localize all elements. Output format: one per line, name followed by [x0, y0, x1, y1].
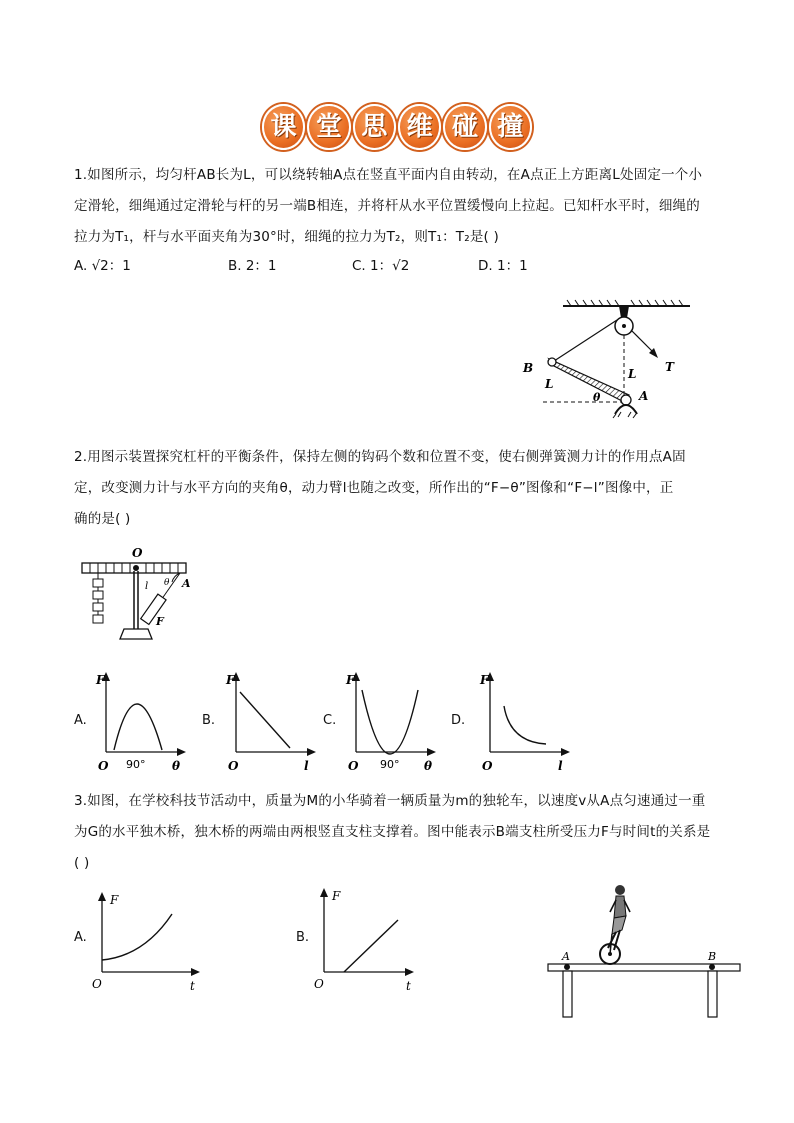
bridge-figure: [544, 878, 744, 1024]
banner-char: 思: [353, 104, 396, 150]
label-l1: L: [545, 377, 554, 391]
q3-option-a[interactable]: A.: [74, 930, 87, 945]
q2-option-a[interactable]: A.: [74, 713, 87, 728]
axis-f: F: [226, 673, 235, 687]
q2-option-b[interactable]: B.: [202, 713, 216, 728]
option-d[interactable]: D. 1：1: [478, 258, 528, 274]
axis-o: O: [92, 977, 102, 991]
q2-option-c[interactable]: C.: [323, 713, 337, 728]
option-a[interactable]: A. √2：1: [74, 258, 131, 274]
banner-char: 维: [398, 104, 441, 150]
banner-char: 堂: [307, 104, 350, 150]
rod-ab: [549, 359, 629, 402]
rider-head-icon: [615, 885, 625, 895]
question-1-line-1: 1.如图所示，均匀杆AB长为L，可以绕转轴A点在竖直平面内自由转动，在A点正上方距离L处固定一个小: [74, 167, 703, 183]
graph-c-curve: [362, 690, 418, 754]
question-1: [74, 160, 724, 253]
q3-graph-a: [86, 886, 206, 996]
label-a: A: [562, 950, 570, 963]
question-3-line-2: 为G的水平独木桥，独木桥的两端由两根竖直支柱支撑着。图中能表示B端支柱所受压力F与时间t的关系是: [74, 824, 711, 840]
question-3: [74, 786, 724, 879]
graph-c: [340, 668, 440, 778]
label-l: l: [145, 581, 149, 592]
label-f: F: [156, 615, 164, 628]
q3-option-b[interactable]: B.: [296, 930, 310, 945]
axis-t: t: [190, 979, 195, 993]
axis-f: F: [96, 673, 105, 687]
axis-f: F: [346, 673, 355, 687]
axis-f: F: [480, 673, 489, 687]
axis-f: F: [332, 889, 341, 903]
q2-option-d[interactable]: D.: [451, 713, 466, 728]
axis-o: O: [348, 759, 359, 773]
axis-o: O: [98, 759, 109, 773]
label-l2: L: [628, 367, 637, 381]
label-theta: θ: [593, 391, 601, 404]
question-1-options: [74, 254, 724, 278]
lever-figure: [78, 545, 194, 645]
label-b: B: [523, 361, 534, 375]
pivot-icon: [621, 395, 631, 405]
axis-t: t: [406, 979, 411, 993]
label-a: A: [639, 389, 649, 403]
rod-pulley-figure: [515, 296, 695, 420]
axis-o: O: [228, 759, 239, 773]
axis-l: l: [558, 759, 563, 773]
axis-theta: θ: [424, 759, 433, 773]
tick-90: 90°: [126, 758, 146, 771]
axis-l: l: [304, 759, 309, 773]
label-a: A: [182, 577, 191, 590]
pulley-mount: [619, 306, 629, 318]
graph-a-curve: [114, 704, 162, 750]
question-2-line-2: 定，改变测力计与水平方向的夹角θ，动力臂l也随之改变，所作出的“F−θ”图像和“F−l”图像中，正: [74, 480, 674, 496]
question-1-line-2: 定滑轮，细绳通过定滑轮与杆的另一端B相连，并将杆从水平位置缓慢向上拉起。已知杆水平时，细绳的: [74, 198, 700, 214]
question-3-line-3: ( ): [74, 855, 90, 871]
pillar-a: [563, 971, 572, 1017]
graph-b-line: [240, 692, 290, 748]
axis-o: O: [482, 759, 493, 773]
graph-b: [220, 668, 320, 778]
graph-d-curve: [504, 706, 546, 744]
question-3-line-1: 3.如图，在学校科技节活动中，质量为M的小华骑着一辆质量为m的独轮车，以速度v从A点匀速通过一重: [74, 793, 706, 809]
axis-o: O: [314, 977, 324, 991]
question-2-line-1: 2.用图示装置探究杠杆的平衡条件，保持左侧的钩码个数和位置不变，使右侧弹簧测力计的作用点A固: [74, 449, 686, 465]
question-1-line-3: 拉力为T₁，杆与水平面夹角为30°时，细绳的拉力为T₂，则T₁：T₂是( ): [74, 229, 499, 245]
graph-a: [90, 668, 190, 778]
label-o: O: [132, 546, 143, 560]
banner-char: 撞: [489, 104, 532, 150]
q3-graph-b: [308, 880, 428, 996]
label-t: T: [665, 360, 674, 374]
graph-d: [474, 668, 574, 778]
question-2: [74, 442, 724, 535]
label-theta: θ: [164, 578, 170, 588]
banner-char: 课: [262, 104, 305, 150]
axis-theta: θ: [172, 759, 181, 773]
option-c[interactable]: C. 1：√2: [352, 258, 410, 274]
option-b[interactable]: B. 2：1: [228, 258, 277, 274]
q3-graph-a-curve: [102, 914, 172, 960]
section-banner: [262, 104, 532, 150]
question-2-line-3: 确的是( ): [74, 511, 131, 527]
pillar-b: [708, 971, 717, 1017]
banner-char: 碰: [443, 104, 486, 150]
q3-graph-b-line: [344, 920, 398, 972]
tick-90: 90°: [380, 758, 400, 771]
label-b: B: [708, 950, 717, 963]
axis-f: F: [110, 893, 119, 907]
